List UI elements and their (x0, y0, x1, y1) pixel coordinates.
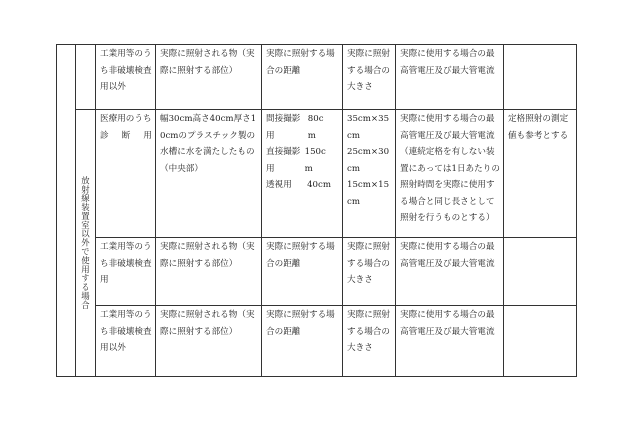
category-line2 (100, 128, 152, 145)
regulation-table (56, 44, 577, 377)
note-cell (504, 45, 577, 110)
distance-cell: 実際に照射する場合の距離 (262, 306, 343, 377)
distance-value: 80cm (307, 114, 324, 141)
size-cell: 実際に照射する場合の大きさ (343, 238, 396, 306)
target-cell: 幅30cm高さ40cm厚さ10cmのプラスチック製の水槽に水を満たしたもの（中央部） (156, 110, 262, 238)
table-row (57, 110, 577, 238)
condition-cell: 実際に使用する場合の最高管電圧及び最大管電流 (396, 238, 504, 306)
size-item: 25cm×30cm (347, 147, 390, 174)
size-cell (343, 110, 396, 238)
category-cell (96, 110, 156, 238)
condition-cell: 実際に使用する場合の最高管電圧及び最大管電流（連続定格を有しない装置にあっては1日あたりの照射時間を実際に使用する場合と同じ長さとして照射を行うものとする） (396, 110, 504, 238)
note-cell (504, 238, 577, 306)
category-char: 断 (121, 130, 131, 141)
size-cell: 実際に照射する場合の大きさ (343, 306, 396, 377)
distance-item (266, 144, 339, 177)
size-cell: 実際に照射する場合の大きさ (343, 45, 396, 110)
distance-cell (262, 110, 343, 238)
distance-label: 透視用 (266, 180, 292, 190)
condition-cell: 実際に使用する場合の最高管電圧及び最大管電流 (396, 45, 504, 110)
distance-value: 40cm (307, 180, 331, 190)
distance-label: 直接撮影用 (266, 147, 301, 174)
category-cell: 工業用等のうち非破壊検査用以外 (96, 306, 156, 377)
table-row (57, 306, 577, 377)
outer-category-cell (57, 45, 76, 377)
table-row (57, 45, 577, 110)
group-label-cell (76, 110, 96, 377)
target-cell: 実際に照射される物（実際に照射する部位） (156, 306, 262, 377)
size-item: 35cm×35cm (347, 114, 390, 141)
condition-cell: 実際に使用する場合の最高管電圧及び最大管電流 (396, 306, 504, 377)
category-char: 用 (143, 130, 152, 141)
group-label: 放射線装置室以外で使用する場合 (80, 176, 91, 310)
note-cell: 定格照射の測定値も参考とする (504, 110, 577, 238)
distance-item (266, 111, 339, 144)
group-blank-cell (76, 45, 96, 110)
target-cell: 実際に照射される物（実際に照射する部位） (156, 45, 262, 110)
distance-label: 間接撮影用 (266, 114, 301, 141)
category-line1: 医療用のうち (100, 114, 152, 124)
table-row (57, 238, 577, 306)
category-char: 診 (100, 130, 109, 141)
note-cell (504, 306, 577, 377)
target-cell: 実際に照射される物（実際に照射する部位） (156, 238, 262, 306)
distance-item (266, 177, 339, 194)
category-cell: 工業用等のうち非破壊検査用 (96, 238, 156, 306)
category-cell: 工業用等のうち非破壊検査用以外 (96, 45, 156, 110)
distance-cell: 実際に照射する場合の距離 (262, 238, 343, 306)
distance-cell: 実際に照射する場合の距離 (262, 45, 343, 110)
distance-value: 150cm (304, 147, 326, 174)
size-item: 15cm×15cm (347, 180, 390, 207)
